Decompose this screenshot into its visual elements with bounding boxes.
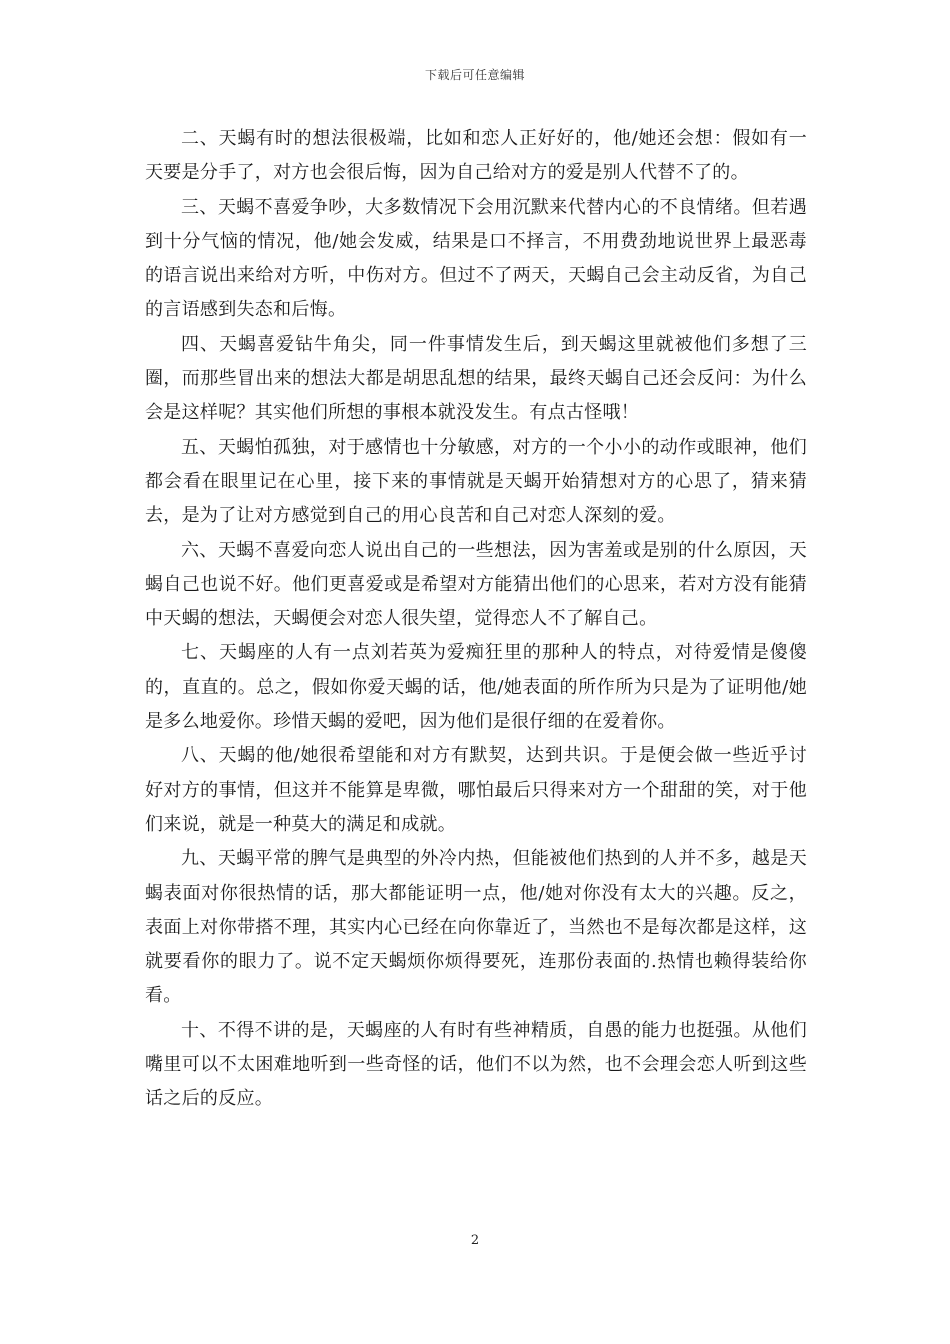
- paragraph-7: 七、天蝎座的人有一点刘若英为爱痴狂里的那种人的特点，对待爱情是傻傻的，直直的。总之，假如你爱天蝎的话，他/她表面的所作所为只是为了证明他/她是多么地爱你。珍惜天蝎的爱吧，因为他们是很仔细的在爱着你。: [145, 642, 807, 733]
- paragraph-9: 九、天蝎平常的脾气是典型的外冷内热，但能被他们热到的人并不多，越是天蝎表面对你很热情的话，那大都能证明一点，他/她对你没有太大的兴趣。反之，表面上对你带搭不理，其实内心已经在向你靠近了，当然也不是每次都是这样，这就要看你的眼力了。说不定天蝎烦你烦得要死，连那份表面的.热情也赖得装给你看。: [145, 848, 807, 1007]
- paragraph-5: 五、天蝎怕孤独，对于感情也十分敏感，对方的一个小小的动作或眼神，他们都会看在眼里记在心里，接下来的事情就是天蝎开始猜想对方的心思了，猜来猜去，是为了让对方感觉到自己的用心良苦和自己对恋人深刻的爱。: [145, 436, 807, 527]
- paragraph-6: 六、天蝎不喜爱向恋人说出自己的一些想法，因为害羞或是别的什么原因，天蝎自己也说不好。他们更喜爱或是希望对方能猜出他们的心思来，若对方没有能猜中天蝎的想法，天蝎便会对恋人很失望，觉得恋人不了解自己。: [145, 539, 807, 630]
- page-header: 下载后可任意编辑: [424, 68, 525, 82]
- paragraph-3: 三、天蝎不喜爱争吵，大多数情况下会用沉默来代替内心的不良情绪。但若遇到十分气恼的情况，他/她会发威，结果是口不择言，不用费劲地说世界上最恶毒的语言说出来给对方听，中伤对方。但过不了两天，天蝎自己会主动反省，为自己的言语感到失态和后悔。: [145, 196, 807, 321]
- paragraph-10: 十、不得不讲的是，天蝎座的人有时有些神精质，自愚的能力也挺强。从他们嘴里可以不太困难地听到一些奇怪的话，他们不以为然，也不会理会恋人听到这些话之后的反应。: [145, 1019, 807, 1110]
- paragraph-2: 二、天蝎有时的想法很极端，比如和恋人正好好的，他/她还会想：假如有一天要是分手了，对方也会很后悔，因为自己给对方的爱是别人代替不了的。: [145, 128, 807, 184]
- page-number: 2: [470, 1233, 480, 1248]
- paragraph-4: 四、天蝎喜爱钻牛角尖，同一件事情发生后，到天蝎这里就被他们多想了三圈，而那些冒出来的想法大都是胡思乱想的结果，最终天蝎自己还会反问：为什么会是这样呢？其实他们所想的事根本就没发生。有点古怪哦！: [145, 333, 807, 424]
- paragraph-8: 八、天蝎的他/她很希望能和对方有默契，达到共识。于是便会做一些近乎讨好对方的事情，但这并不能算是卑微，哪怕最后只得来对方一个甜甜的笑，对于他们来说，就是一种莫大的满足和成就。: [145, 745, 807, 835]
- document-body: [145, 122, 807, 1117]
